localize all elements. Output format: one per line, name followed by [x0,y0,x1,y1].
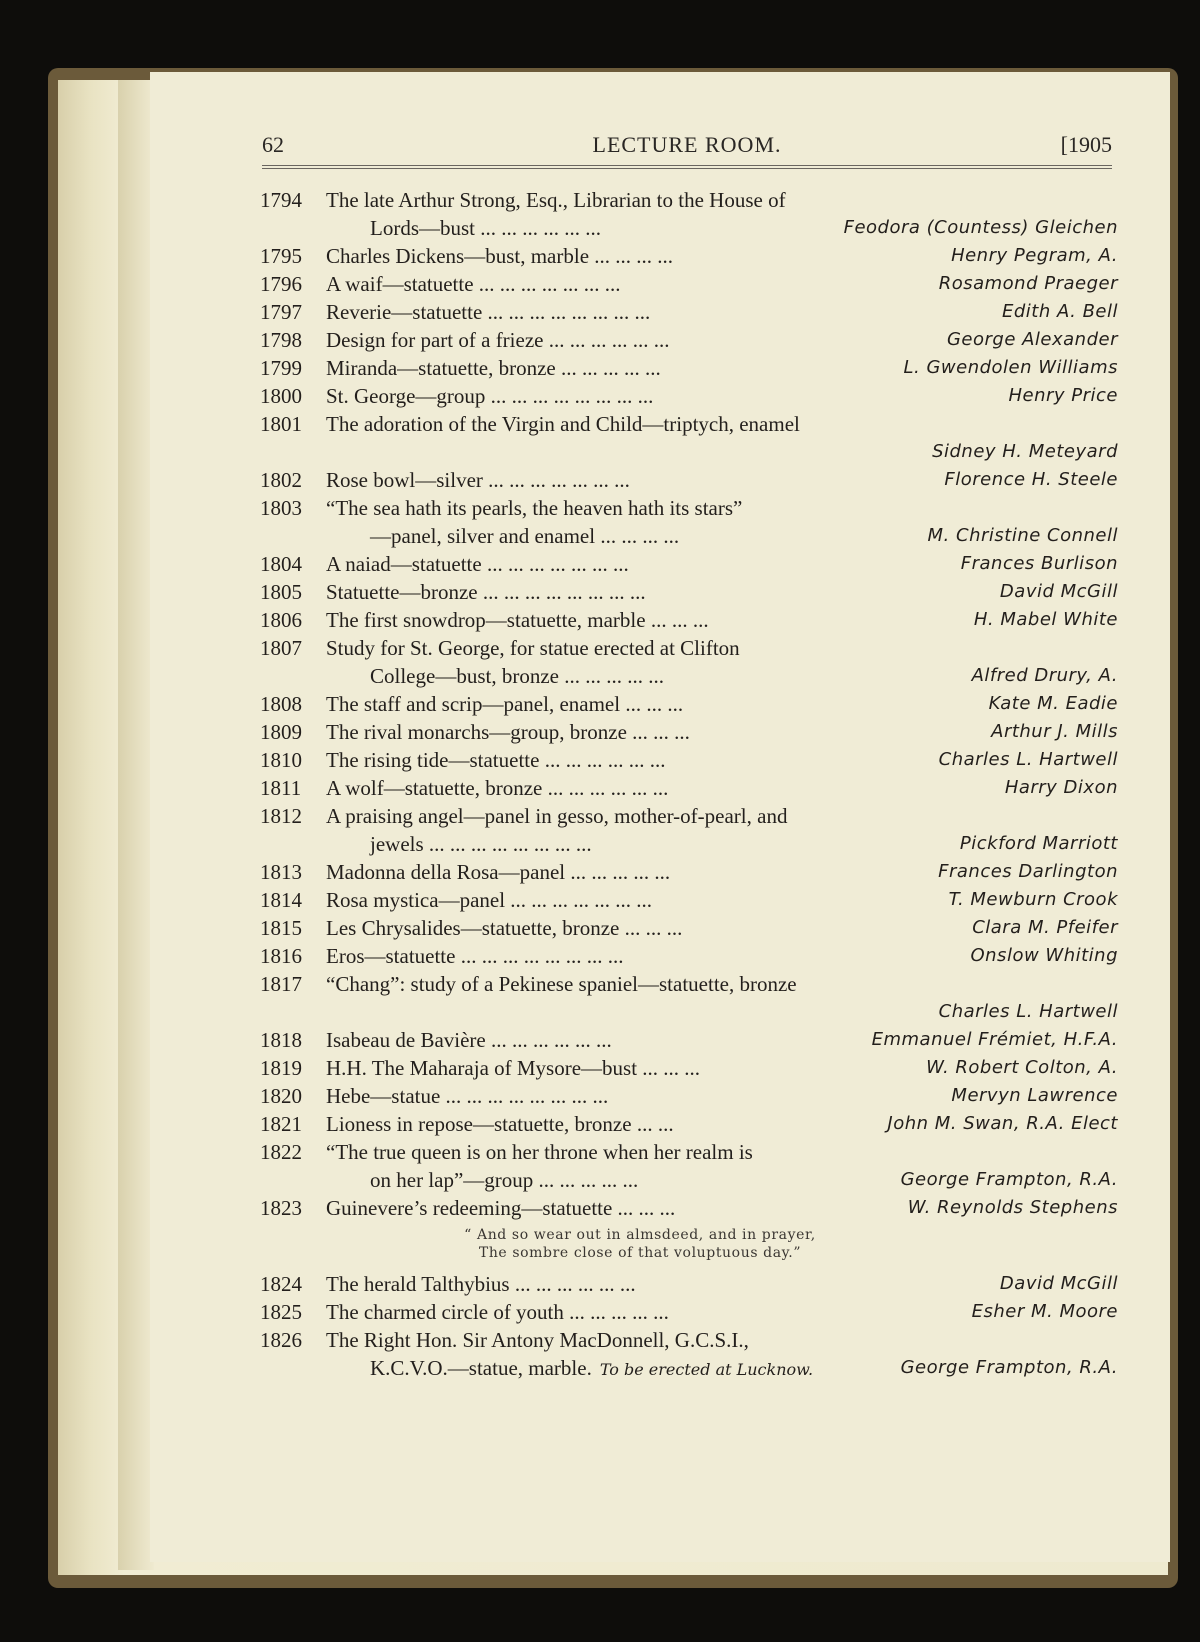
entry-number: 1806 [260,608,302,632]
entry-line [260,550,1118,578]
entry-line [260,830,1118,858]
page-title: LECTURE ROOM. [592,132,782,157]
entry-line [260,438,1118,466]
entry-line [260,466,1118,494]
entry-title: A naiad—statuette ... ... ... ... ... ... ... [326,552,629,576]
entry-number: 1797 [260,300,302,324]
entry-number: 1813 [260,860,302,884]
entry-artist: David McGill [999,581,1118,602]
entry-title: “The sea hath its pearls, the heaven hath its stars” [326,496,743,520]
entry-title: Isabeau de Bavière ... ... ... ... ... ... [326,1028,612,1052]
entry-title: Rosa mystica—panel ... ... ... ... ... ... ... [326,888,653,912]
entry-artist: George Alexander [946,329,1118,350]
page-number: 62 [262,132,284,157]
entry-number: 1807 [260,636,302,660]
entry-title: jewels ... ... ... ... ... ... ... ... [370,832,592,856]
entry-line [260,914,1118,942]
entry-number: 1822 [260,1140,302,1164]
entry-number: 1804 [260,552,302,576]
entry-line [260,382,1118,410]
entry-artist: T. Mewburn Crook [948,889,1118,910]
entry-number: 1802 [260,468,302,492]
entry-artist: Pickford Marriott [959,833,1118,854]
entry-title: Charles Dickens—bust, marble ... ... ... ... [326,244,674,268]
entry-artist: W. Robert Colton, A. [926,1057,1118,1078]
entry-line [260,662,1118,690]
entry-title: Miranda—statuette, bronze ... ... ... ... ... [326,356,661,380]
entry-number: 1809 [260,720,302,744]
entry-artist: Henry Pegram, A. [951,245,1118,266]
entry-number: 1794 [260,188,302,212]
entry-title: Rose bowl—silver ... ... ... ... ... ... ... [326,468,630,492]
entry-title: Eros—statuette ... ... ... ... ... ... ... ... [326,944,624,968]
entry-line [260,578,1118,606]
entry-line [260,1326,1118,1354]
entry-line [260,1138,1118,1166]
entry-title: A wolf—statuette, bronze ... ... ... ... ... ... [326,776,669,800]
entry-artist: Mervyn Lawrence [951,1085,1118,1106]
entry-title: Study for St. George, for statue erected at Clifton [326,636,740,660]
entry-title: The charmed circle of youth ... ... ... ... ... [326,1300,669,1324]
entry-artist: David McGill [999,1273,1118,1294]
entry-artist: John M. Swan, R.A. Elect [887,1113,1118,1134]
entry-line [260,942,1118,970]
entry-artist: Edith A. Bell [1001,301,1118,322]
entry-title: Les Chrysalides—statuette, bronze ... ... ... [326,916,683,940]
entry-line [260,1298,1118,1326]
entry-line [260,1082,1118,1110]
entry-title: Lioness in repose—statuette, bronze ... ... [326,1112,674,1136]
entry-title: “The true queen is on her throne when her realm is [326,1140,753,1164]
entry-artist: Onslow Whiting [970,945,1118,966]
entry-artist: Charles L. Hartwell [938,1001,1118,1022]
entry-number: 1825 [260,1300,302,1324]
entry-line [260,1354,1118,1382]
entry-artist: Frances Darlington [938,861,1118,882]
entry-line [260,802,1118,830]
entry-line [260,1166,1118,1194]
entry-line [260,886,1118,914]
page-year: [1905 [1060,132,1112,157]
entry-artist: Alfred Drury, A. [971,665,1118,686]
entry-title: —panel, silver and enamel ... ... ... ... [370,524,680,548]
entry-artist: Esher M. Moore [971,1301,1118,1322]
entry-note: To be erected at Lucknow. [599,1360,814,1379]
entry-title: K.C.V.O.—statue, marble. To be erected at Lucknow. [370,1356,814,1380]
entry-number: 1824 [260,1272,302,1296]
entry-line [260,606,1118,634]
entry-artist: Charles L. Hartwell [938,749,1118,770]
entry-line [260,1194,1118,1222]
entry-title: A waif—statuette ... ... ... ... ... ... ... [326,272,621,296]
entry-artist: Frances Burlison [960,553,1118,574]
entry-line [260,1270,1118,1298]
entry-number: 1796 [260,272,302,296]
entry-artist: George Frampton, R.A. [900,1169,1118,1190]
entry-number: 1811 [260,776,302,800]
entry-number: 1814 [260,888,302,912]
entry-number: 1818 [260,1028,302,1052]
entry-number: 1823 [260,1196,302,1220]
entry-number: 1816 [260,944,302,968]
entry-line [260,522,1118,550]
entry-artist: Kate M. Eadie [988,693,1118,714]
entry-artist: L. Gwendolen Williams [903,357,1118,378]
entry-title: The adoration of the Virgin and Child—triptych, enamel [326,412,800,436]
entry-number: 1819 [260,1056,302,1080]
quote-line: The sombre close of that voluptuous day.” [478,1245,802,1261]
entry-title: Guinevere’s redeeming—statuette ... ... ... [326,1196,676,1220]
entry-number: 1801 [260,412,302,436]
entry-title: The staff and scrip—panel, enamel ... ... ... [326,692,684,716]
entry-line [260,718,1118,746]
entry-title: Reverie—statuette ... ... ... ... ... ... ... ... [326,300,651,324]
entry-line [260,746,1118,774]
entry-artist: Emmanuel Frémiet, H.F.A. [871,1029,1118,1050]
catalogue-list [260,186,1118,1382]
entry-artist: Harry Dixon [1004,777,1118,798]
entry-number: 1815 [260,916,302,940]
entry-number: 1803 [260,496,302,520]
entry-number: 1798 [260,328,302,352]
entry-artist: M. Christine Connell [927,525,1118,546]
entry-number: 1826 [260,1328,302,1352]
entry-title: The herald Talthybius ... ... ... ... ... ... [326,1272,636,1296]
entry-number: 1799 [260,356,302,380]
entry-quote [260,1222,1118,1270]
entry-title: “Chang”: study of a Pekinese spaniel—statuette, bronze [326,972,797,996]
entry-line [260,1110,1118,1138]
entry-title: Madonna della Rosa—panel ... ... ... ... ... [326,860,671,884]
entry-artist: Sidney H. Meteyard [932,441,1118,462]
entry-title: The rising tide—statuette ... ... ... ... ... ... [326,748,666,772]
entry-artist: Rosamond Praeger [938,273,1118,294]
entry-title: St. George—group ... ... ... ... ... ... ... ... [326,384,654,408]
entry-line [260,242,1118,270]
entry-number: 1820 [260,1084,302,1108]
entry-line [260,774,1118,802]
entry-artist: Clara M. Pfeifer [972,917,1118,938]
entry-number: 1808 [260,692,302,716]
entry-title: on her lap”—group ... ... ... ... ... [370,1168,639,1192]
entry-line [260,494,1118,522]
entry-number: 1810 [260,748,302,772]
entry-line [260,186,1118,214]
entry-line [260,858,1118,886]
entry-line [260,410,1118,438]
entry-line [260,354,1118,382]
entry-title: Lords—bust ... ... ... ... ... ... [370,216,601,240]
entry-artist: Florence H. Steele [944,469,1118,490]
entry-title: A praising angel—panel in gesso, mother-of-pearl, and [326,804,788,828]
entry-line [260,298,1118,326]
entry-line [260,270,1118,298]
entry-artist: George Frampton, R.A. [900,1357,1118,1378]
entry-number: 1812 [260,804,302,828]
entry-number: 1817 [260,972,302,996]
entry-artist: Arthur J. Mills [991,721,1118,742]
entry-title: Statuette—bronze ... ... ... ... ... ... ... ... [326,580,646,604]
header-rule [262,165,1112,169]
entry-number: 1821 [260,1112,302,1136]
gutter-shadow [118,80,154,1570]
entry-title: Hebe—statue ... ... ... ... ... ... ... ... [326,1084,609,1108]
entry-line [260,214,1118,242]
entry-line [260,1054,1118,1082]
entry-line [260,326,1118,354]
entry-artist: Henry Price [1008,385,1118,406]
entry-title: The first snowdrop—statuette, marble ... ... ... [326,608,709,632]
entry-number: 1800 [260,384,302,408]
entry-line [260,634,1118,662]
entry-number: 1795 [260,244,302,268]
entry-title: The late Arthur Strong, Esq., Librarian to the House of [326,188,786,212]
entry-number: 1805 [260,580,302,604]
entry-line [260,970,1118,998]
page-header [262,128,1112,164]
entry-title: H.H. The Maharaja of Mysore—bust ... ... ... [326,1056,701,1080]
entry-title: Design for part of a frieze ... ... ... ... ... ... [326,328,670,352]
entry-title: The rival monarchs—group, bronze ... ... ... [326,720,690,744]
entry-artist: Feodora (Countess) Gleichen [843,217,1118,238]
entry-line [260,998,1118,1026]
entry-artist: H. Mabel White [973,609,1118,630]
entry-title: The Right Hon. Sir Antony MacDonnell, G.C.S.I., [326,1328,749,1352]
entry-title: College—bust, bronze ... ... ... ... ... [370,664,664,688]
entry-line [260,1026,1118,1054]
entry-artist: W. Reynolds Stephens [907,1197,1118,1218]
quote-line: “ And so wear out in almsdeed, and in prayer, [464,1227,816,1243]
entry-line [260,690,1118,718]
